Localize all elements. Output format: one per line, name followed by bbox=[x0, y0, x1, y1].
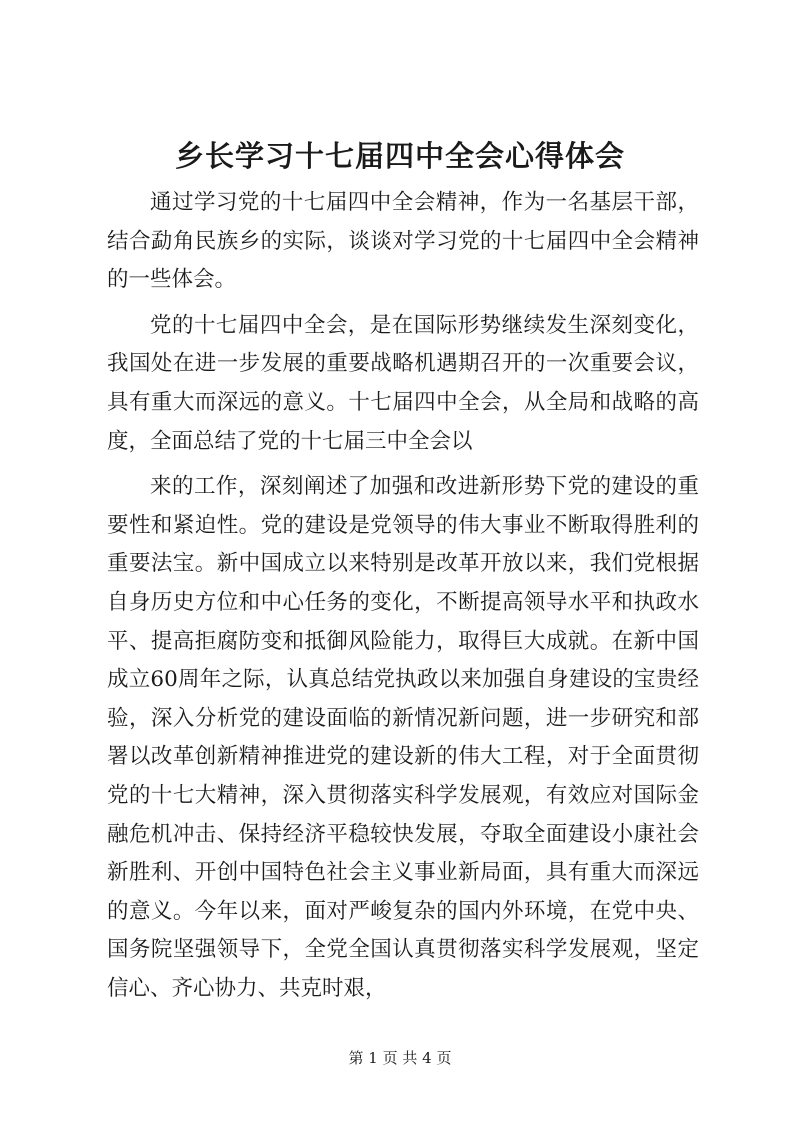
paragraph-party-building: 来的工作，深刻阐述了加强和改进新形势下党的建设的重要性和紧迫性。党的建设是党领导的伟大事业不断取得胜利的重要法宝。新中国成立以来特别是改革开放以来，我们党根据自身历史方位和中心任务的变化，不断提高领导水平和执政水平、提高拒腐防变和抵御风险能力，取得巨大成就。在新中国成立60周年之际，认真总结党执政以来加强自身建设的宝贵经验，深入分析党的建设面临的新情况新问题，进一步研究和部署以改革创新精神推进党的建设新的伟大工程，对于全面贯彻党的十七大精神，深入贯彻落实科学发展观，有效应对国际金融危机冲击、保持经济平稳较快发展，夺取全面建设小康社会新胜利、开创中国特色社会主义事业新局面，具有重大而深远的意义。今年以来，面对严峻复杂的国内外环境，在党中央、国务院坚强领导下，全党全国认真贯彻落实科学发展观，坚定信心、齐心协力、共克时艰， bbox=[107, 474, 699, 1001]
page-indicator: 第 1 页 共 4 页 bbox=[348, 1049, 452, 1067]
document-body bbox=[107, 184, 699, 1015]
paragraph-intro: 通过学习党的十七届四中全会精神，作为一名基层干部，结合勐角民族乡的实际，谈谈对学习党的十七届四中全会精神的一些体会。 bbox=[107, 190, 699, 293]
page-footer bbox=[0, 1048, 800, 1068]
paragraph-plenum-significance: 党的十七届四中全会，是在国际形势继续发生深刻变化，我国处在进一步发展的重要战略机遇期召开的一次重要会议，具有重大而深远的意义。十七届四中全会，从全局和战略的高度，全面总结了党的十七届三中全会以 bbox=[107, 312, 699, 454]
document-title: 乡长学习十七届四中全会心得体会 bbox=[174, 139, 625, 173]
